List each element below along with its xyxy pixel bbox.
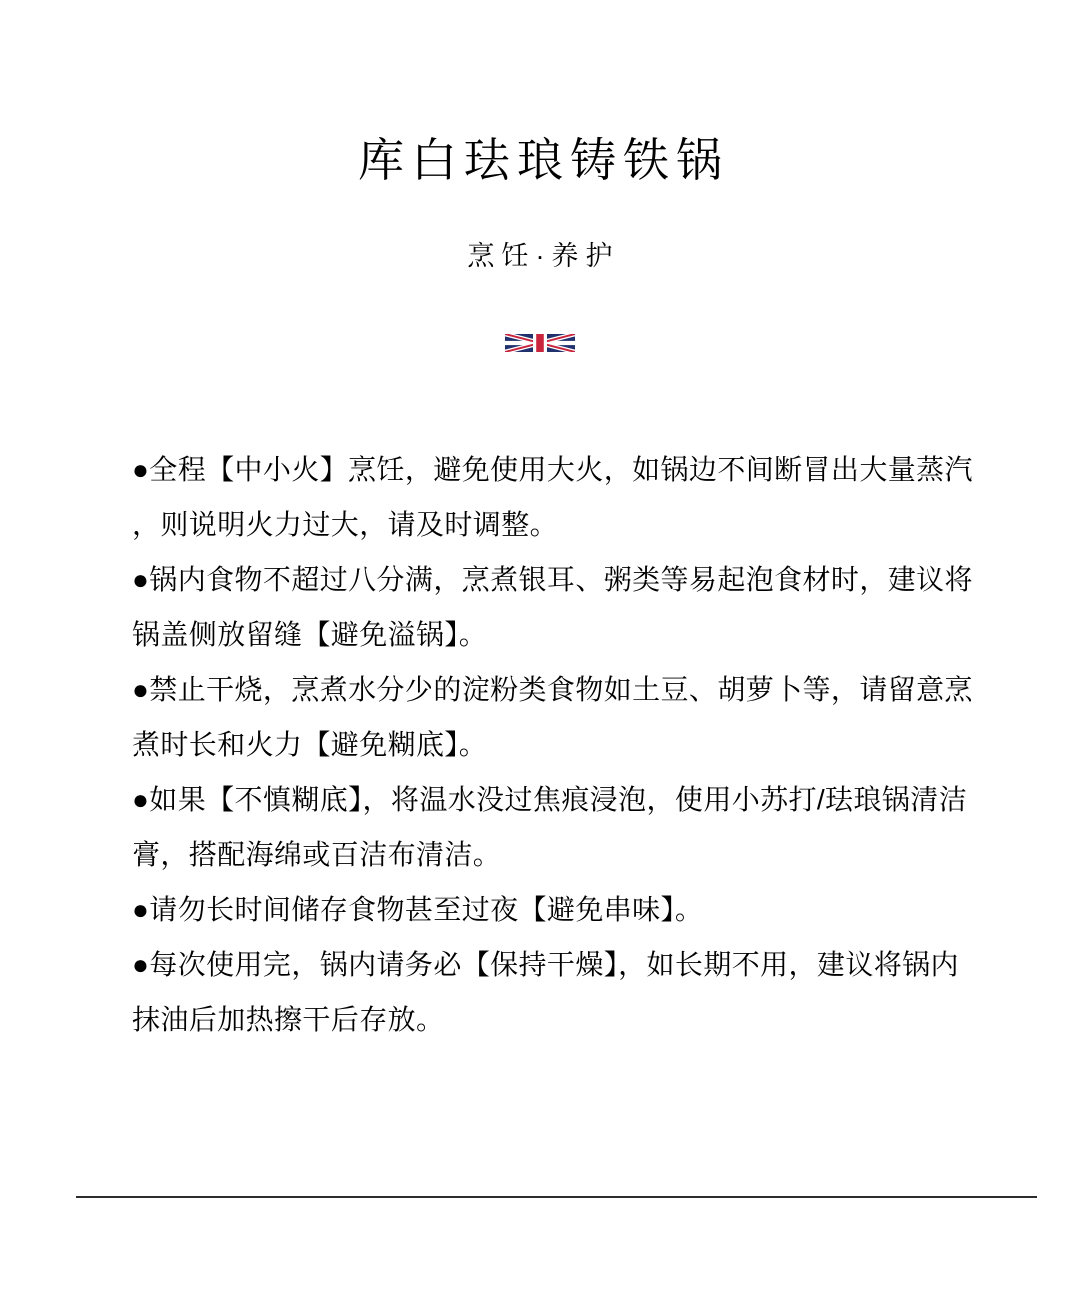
care-line: ●全程【中小火】烹饪，避免使用大火，如锅边不间断冒出大量蒸汽 xyxy=(132,454,973,485)
care-line: 煮时长和火力【避免糊底】。 xyxy=(132,729,488,760)
care-line: 锅盖侧放留缝【避免溢锅】。 xyxy=(132,619,488,650)
care-line: ●每次使用完，锅内请务必【保持干燥】，如长期不用，建议将锅内 xyxy=(132,949,959,980)
care-line: ●锅内食物不超过八分满，烹煮银耳、粥类等易起泡食材时，建议将 xyxy=(132,564,973,595)
care-item xyxy=(132,442,1022,552)
care-line: 膏，搭配海绵或百洁布清洁。 xyxy=(132,839,502,870)
care-item xyxy=(132,552,1022,662)
care-item xyxy=(132,662,1022,772)
page-subtitle: 烹饪·养护 xyxy=(467,241,620,271)
care-item xyxy=(132,882,1022,937)
care-item xyxy=(132,772,1022,882)
care-line: ●请勿长时间储存食物甚至过夜【避免串味】。 xyxy=(132,894,704,925)
care-line: ，则说明火力过大，请及时调整。 xyxy=(132,509,559,540)
care-item xyxy=(132,937,1022,1047)
uk-flag-icon xyxy=(505,334,575,352)
care-line: ●禁止干烧，烹煮水分少的淀粉类食物如土豆、胡萝卜等，请留意烹 xyxy=(132,674,973,705)
page-title: 库白珐琅铸铁锅 xyxy=(358,134,729,186)
bottom-divider xyxy=(76,1196,1037,1198)
care-line: 抹油后加热擦干后存放。 xyxy=(132,1004,445,1035)
care-line: ●如果【不慎糊底】，将温水没过焦痕浸泡，使用小苏打/珐琅锅清洁 xyxy=(132,784,968,815)
care-list xyxy=(132,442,1022,1047)
